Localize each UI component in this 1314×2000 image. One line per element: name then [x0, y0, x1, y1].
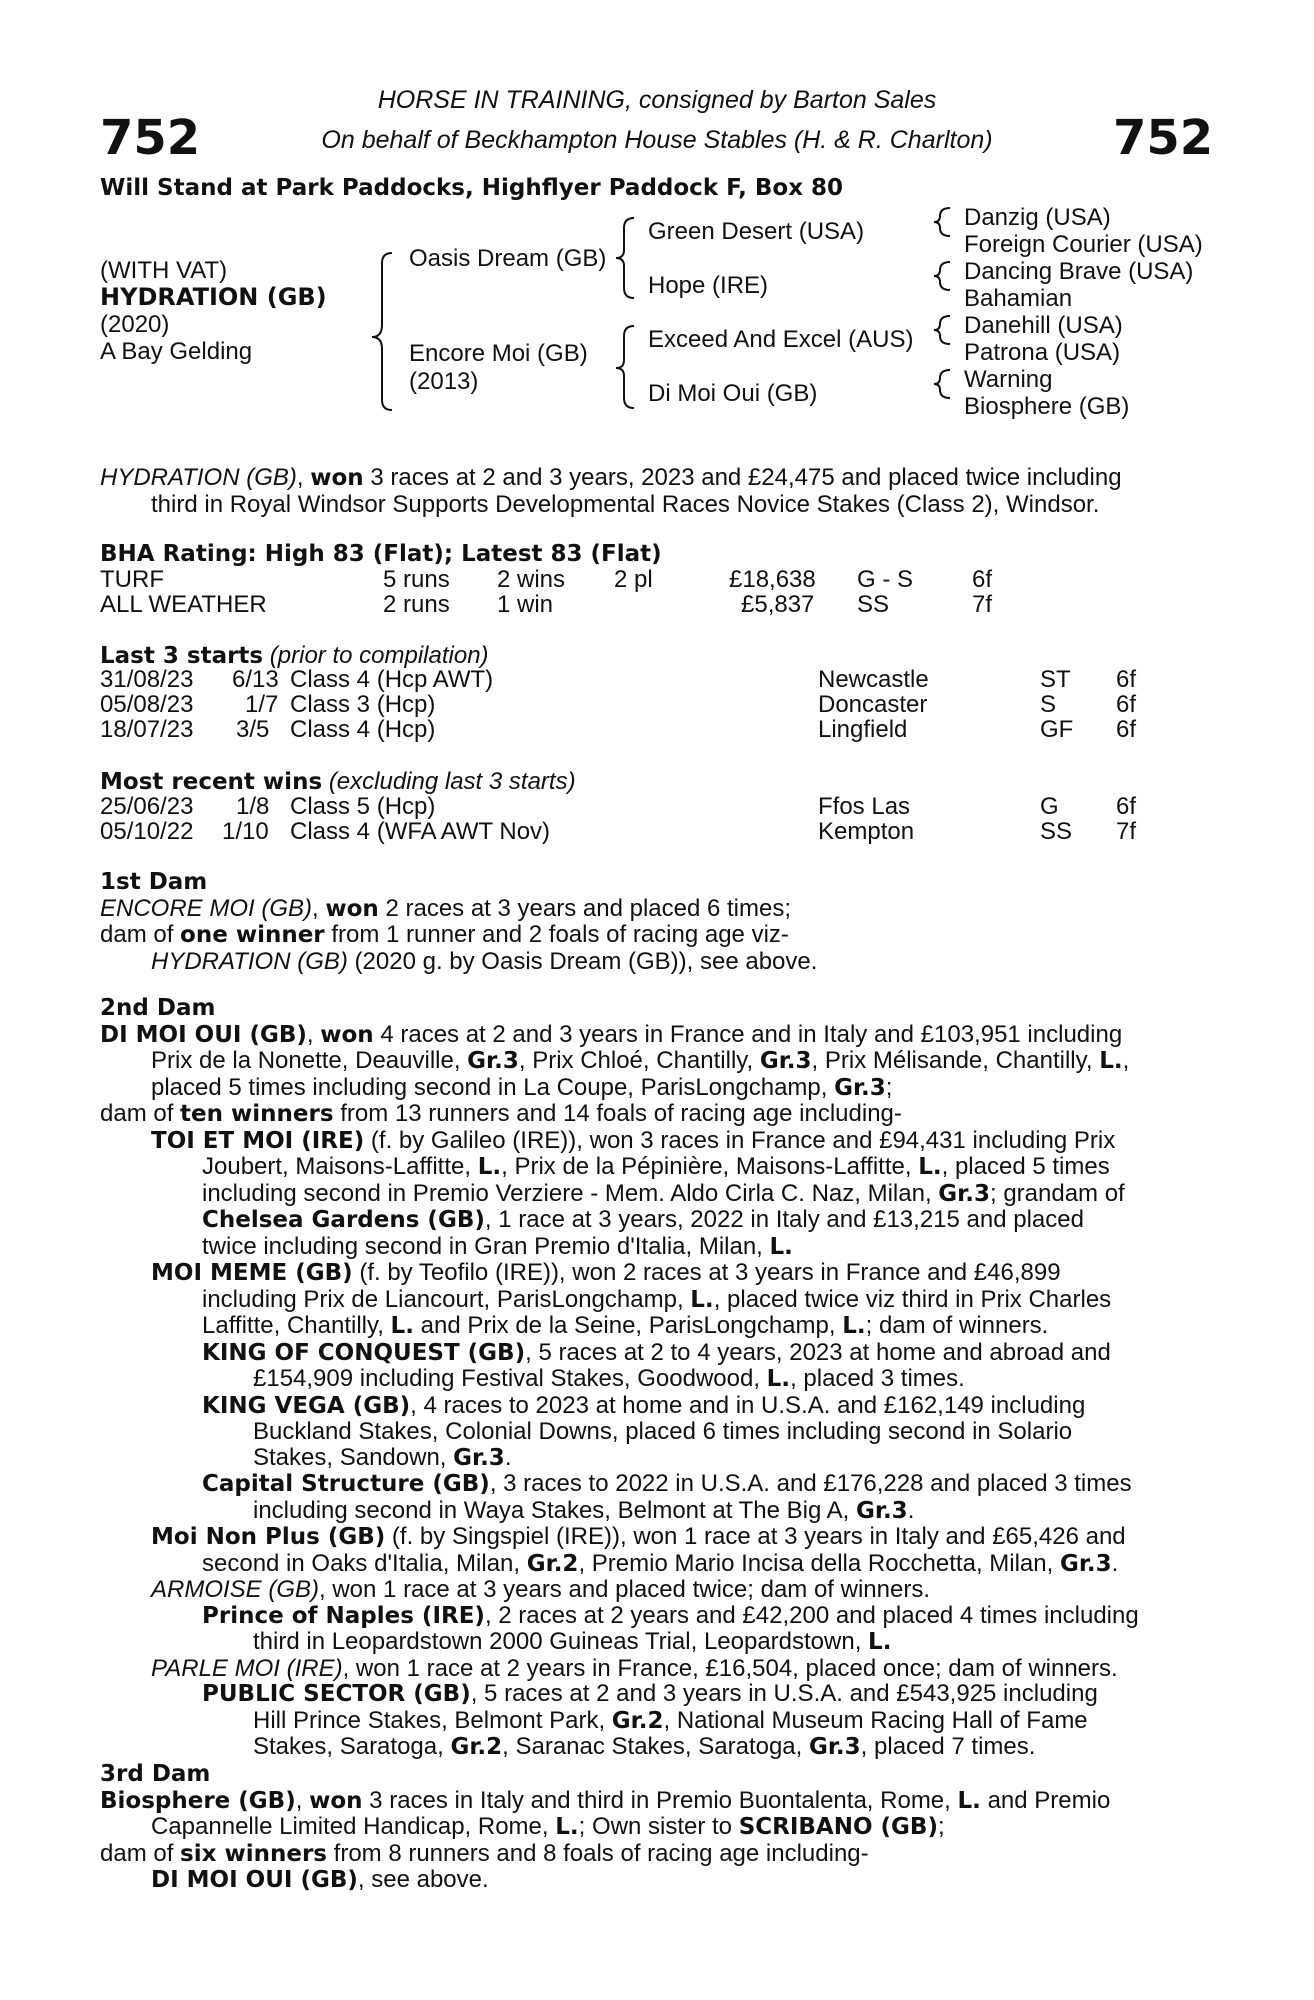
- win-position: 1/8: [236, 793, 270, 820]
- rating-distance: 6f: [972, 566, 993, 593]
- grade: Gr.3: [1059, 1550, 1112, 1577]
- sire-name: Oasis Dream (GB): [409, 245, 607, 272]
- second-dam-line: Buckland Stakes, Colonial Downs, placed 6 times including second in Solario: [253, 1418, 1073, 1445]
- second-dam-line: [100, 1234, 1240, 1261]
- text: placed 5 times including second in La Coupe, ParisLongchamp,: [151, 1073, 835, 1101]
- text: 3 races in Italy and third in Premio Buontalenta, Rome,: [362, 1786, 958, 1814]
- first-dam-line: [100, 922, 1240, 949]
- text: (f. by Teofilo (IRE)), won 2 races at 3 years in France and £46,899: [352, 1259, 1061, 1286]
- text: , 4 races to 2023 at home and in U.S.A. and £162,149 including: [410, 1391, 1086, 1419]
- text: including Prix de Liancourt, ParisLongchamp,: [202, 1285, 691, 1313]
- rating-wins: 1 win: [497, 591, 554, 618]
- run-course: Newcastle: [818, 666, 929, 693]
- dam-name: Encore Moi (GB): [409, 340, 588, 367]
- won-label: won: [320, 1021, 374, 1048]
- summary-line2: third in Royal Windsor Supports Developmental Races Novice Stakes (Class 2), Windsor.: [151, 490, 1100, 518]
- horse-name: HYDRATION (GB): [100, 283, 327, 311]
- win-race: Class 4 (WFA AWT Nov): [290, 818, 551, 845]
- text: Capannelle Limited Handicap, Rome,: [151, 1813, 556, 1840]
- grade: Gr.3: [856, 1497, 908, 1524]
- rating-prize: £5,837: [741, 591, 815, 618]
- grade: L.: [555, 1814, 579, 1840]
- text: (2020 g. by Oasis Dream (GB)), see above.: [347, 947, 818, 975]
- grade: Gr.3: [759, 1048, 812, 1074]
- second-dam-line: [100, 1181, 1240, 1208]
- rating-going: G - S: [857, 566, 914, 593]
- text: .: [504, 1443, 512, 1471]
- grade: Gr.2: [450, 1734, 503, 1760]
- second-dam-line: [100, 1313, 1240, 1340]
- text: , 2 races at 2 years and £42,200 and placed 4 times including: [484, 1601, 1139, 1629]
- grade: L.: [842, 1313, 866, 1339]
- summary-rest: 3 races at 2 and 3 years, 2023 and £24,475 and placed twice including: [363, 464, 1122, 491]
- second-dam-line: [100, 1048, 1240, 1075]
- recent-row: [100, 794, 1200, 820]
- win-going: SS: [1040, 818, 1073, 845]
- text: , 5 races at 2 to 4 years, 2023 at home and abroad and: [525, 1338, 1111, 1366]
- run-going: GF: [1040, 716, 1074, 743]
- race-summary: HYDRATION (GB), won 3 races at 2 and 3 years, 2023 and £24,475 and placed twice including third in Royal Windsor Supports Developmental Races Novice Stakes (Class 2), Windsor.: [100, 465, 1230, 517]
- rating-wins: 2 wins: [497, 566, 566, 593]
- win-course: Kempton: [818, 818, 915, 845]
- grade: L.: [690, 1286, 714, 1313]
- run-course: Doncaster: [818, 691, 928, 718]
- text: , placed twice viz third in Prix Charles: [713, 1285, 1112, 1313]
- third-dam-name: Biosphere (GB): [100, 1787, 296, 1814]
- second-dam-line: [100, 1577, 1240, 1603]
- text: and Prix de la Seine, ParisLongchamp,: [413, 1312, 843, 1339]
- won-label: won: [325, 895, 379, 922]
- text: , Prix Chloé, Chantilly,: [518, 1047, 760, 1074]
- text: , see above.: [357, 1866, 489, 1893]
- run-race: Class 4 (Hcp AWT): [290, 666, 494, 693]
- text: from 13 runners and 14 foals of racing age including-: [333, 1100, 902, 1127]
- second-dam-section: [100, 996, 1240, 1761]
- first-dam-line: [100, 896, 1240, 923]
- text: dam of: [100, 921, 181, 948]
- last3-row: [100, 717, 1200, 743]
- text: third in Leopardstown 2000 Guineas Trial, Leopardstown,: [253, 1628, 869, 1655]
- recent-heading: Most recent wins: [100, 769, 323, 795]
- run-position: 6/13: [232, 666, 279, 693]
- gen3-dsd: Patrona (USA): [964, 339, 1121, 366]
- first-dam-name: ENCORE MOI (GB): [100, 894, 313, 922]
- grade: Gr.3: [467, 1048, 519, 1074]
- grade: Gr.3: [938, 1180, 990, 1207]
- text: and Premio: [980, 1786, 1111, 1814]
- grade: L.: [868, 1629, 892, 1655]
- second-dam-line: [100, 1708, 1240, 1735]
- progeny-name: Capital Structure (GB): [202, 1471, 490, 1497]
- text: Stakes, Sandown,: [253, 1443, 454, 1471]
- text: ;: [937, 1813, 945, 1840]
- text: , National Museum Racing Hall of Fame: [663, 1706, 1088, 1734]
- winners-count: one winner: [180, 922, 325, 948]
- recent-heading-line: [100, 768, 576, 796]
- run-distance: 6f: [1116, 716, 1137, 743]
- gen3-dss: Danehill (USA): [964, 312, 1123, 339]
- last3-row: [100, 692, 1200, 718]
- recent-note: (excluding last 3 starts): [328, 768, 576, 795]
- lot-number-right: 752: [1113, 110, 1214, 166]
- grade: L.: [390, 1313, 414, 1339]
- run-going: ST: [1040, 666, 1071, 693]
- brace-dam: [616, 326, 634, 408]
- second-dam-line: [100, 1101, 1240, 1128]
- run-distance: 6f: [1116, 691, 1137, 718]
- progeny-name: Moi Non Plus (GB): [151, 1524, 386, 1550]
- second-dam-line: [100, 1445, 1240, 1472]
- progeny-name: Chelsea Gardens (GB): [202, 1207, 485, 1233]
- dam-year: (2013): [409, 368, 479, 395]
- second-dam-line: [100, 1260, 1240, 1287]
- text: , Prix Mélisande, Chantilly,: [811, 1047, 1100, 1074]
- brace-dd: [934, 370, 950, 398]
- brace-sire: [616, 218, 634, 298]
- text: Prix de la Nonette, Deauville,: [151, 1047, 468, 1074]
- text: ; Own sister to: [578, 1813, 739, 1840]
- gen3-ssd: Foreign Courier (USA): [964, 231, 1203, 258]
- run-going: S: [1040, 691, 1057, 718]
- sire-sire: Green Desert (USA): [648, 218, 865, 245]
- grade: L.: [766, 1366, 791, 1392]
- third-dam-line: [100, 1841, 1240, 1868]
- second-dam-heading: 2nd Dam: [100, 995, 216, 1021]
- text: , placed 7 times.: [860, 1733, 1036, 1760]
- third-dam-section: [100, 1762, 1240, 1894]
- text: , 5 races at 2 and 3 years in U.S.A. and £543,925 including: [470, 1680, 1098, 1707]
- consignment-line: HORSE IN TRAINING, consigned by Barton Sales: [377, 86, 937, 114]
- dam-sire: Exceed And Excel (AUS): [648, 326, 914, 353]
- grade: Gr.2: [611, 1707, 664, 1734]
- text: , placed 5 times: [941, 1153, 1110, 1180]
- vat-status: (WITH VAT): [100, 257, 228, 284]
- rating-surface: ALL WEATHER: [100, 591, 267, 618]
- win-date: 05/10/22: [100, 818, 194, 845]
- text: 4 races at 2 and 3 years in France and in Italy and £103,951 including: [373, 1020, 1123, 1048]
- text: ,: [295, 1786, 310, 1814]
- run-position: 1/7: [245, 691, 279, 718]
- text: Stakes, Saratoga,: [253, 1733, 451, 1760]
- rating-row: [100, 592, 1200, 618]
- win-race: Class 5 (Hcp): [290, 793, 436, 820]
- text: , placed 3 times.: [790, 1365, 965, 1392]
- text: ; dam of winners.: [865, 1312, 1049, 1339]
- text: Joubert, Maisons-Laffitte,: [202, 1153, 478, 1180]
- text: from 8 runners and 8 foals of racing age including-: [326, 1839, 869, 1867]
- text: , 3 races to 2022 in U.S.A. and £176,228 and placed 3 times: [489, 1470, 1132, 1497]
- win-position: 1/10: [222, 818, 269, 845]
- sire-dam: Hope (IRE): [648, 272, 769, 299]
- grade: L.: [769, 1233, 793, 1260]
- third-dam-line: [100, 1788, 1240, 1815]
- run-date: 18/07/23: [100, 716, 194, 743]
- grade: Gr.2: [526, 1550, 579, 1577]
- progeny-name: ARMOISE (GB): [151, 1576, 320, 1603]
- first-dam-line: [100, 949, 1240, 975]
- second-dam-line: [100, 1340, 1240, 1367]
- second-dam-line: [100, 1154, 1240, 1181]
- run-course: Lingfield: [818, 716, 908, 743]
- win-course: Ffos Las: [818, 793, 911, 820]
- recent-row: [100, 819, 1200, 845]
- won-label: won: [309, 1787, 363, 1814]
- second-dam-line: [100, 1524, 1240, 1551]
- rating-runs: 2 runs: [383, 591, 450, 618]
- winners-count: ten winners: [180, 1101, 334, 1127]
- run-position: 3/5: [236, 716, 270, 743]
- last3-heading: Last 3 starts: [100, 643, 264, 669]
- second-dam-line: [100, 1498, 1240, 1525]
- second-dam-line: [100, 1681, 1240, 1708]
- grade: L.: [918, 1154, 942, 1180]
- grade: Gr.3: [808, 1734, 861, 1760]
- run-date: 31/08/23: [100, 666, 194, 693]
- text: from 1 runner and 2 foals of racing age viz-: [324, 921, 789, 948]
- text: , Premio Mario Incisa della Rocchetta, Milan,: [578, 1549, 1060, 1577]
- second-dam-line: [100, 1551, 1240, 1578]
- brace-ss: [934, 208, 950, 236]
- last3-row: [100, 667, 1200, 693]
- text: 2 races at 3 years and placed 6 times;: [378, 894, 792, 922]
- rating-placed: 2 pl: [614, 566, 653, 593]
- text: second in Oaks d'Italia, Milan,: [202, 1549, 527, 1577]
- brace-ds: [934, 316, 950, 344]
- progeny-name: KING OF CONQUEST (GB): [202, 1339, 526, 1366]
- rating-surface: TURF: [100, 566, 164, 593]
- run-date: 05/08/23: [100, 691, 194, 718]
- text: dam of: [100, 1100, 181, 1127]
- win-distance: 6f: [1116, 793, 1137, 820]
- summary-won: won: [310, 465, 364, 491]
- text: ; grandam of: [989, 1179, 1125, 1207]
- rating-prize: £18,638: [729, 566, 816, 593]
- progeny-name: Prince of Naples (IRE): [202, 1602, 485, 1629]
- second-dam-line: [100, 1471, 1240, 1498]
- second-dam-line: [100, 1629, 1240, 1656]
- text: , Saranac Stakes, Saratoga,: [502, 1733, 809, 1760]
- second-dam-line: [100, 1366, 1240, 1393]
- consignor-line: On behalf of Beckhampton House Stables (H. & R. Charlton): [321, 126, 993, 154]
- horse-description: A Bay Gelding: [100, 338, 253, 365]
- second-dam-line: [100, 1393, 1240, 1420]
- brace-sd: [934, 262, 950, 290]
- text: ,: [312, 894, 326, 922]
- text: including second in Waya Stakes, Belmont at The Big A,: [253, 1496, 856, 1524]
- text: ,: [1122, 1047, 1130, 1074]
- text: including second in Premio Verziere - Mem. Aldo Cirla C. Naz, Milan,: [202, 1179, 939, 1207]
- run-distance: 6f: [1116, 666, 1137, 693]
- stand-location: Will Stand at Park Paddocks, Highflyer Paddock F, Box 80: [100, 175, 844, 201]
- sibling-name: SCRIBANO (GB): [738, 1814, 938, 1840]
- third-dam-line: [100, 1867, 1240, 1894]
- second-dam-line: [100, 1022, 1240, 1049]
- gen3-sds: Dancing Brave (USA): [964, 258, 1194, 285]
- first-dam-heading: 1st Dam: [100, 869, 208, 895]
- grade: Gr.3: [453, 1444, 505, 1471]
- text: (f. by Galileo (IRE)), won 3 races in France and £94,431 including Prix: [364, 1126, 1116, 1154]
- text: , won 1 race at 2 years in France, £16,504, placed once; dam of winners.: [342, 1654, 1118, 1682]
- gen3-dds: Warning: [964, 366, 1053, 393]
- text: ;: [885, 1073, 893, 1101]
- text: ,: [306, 1020, 321, 1048]
- third-dam-line: [100, 1814, 1240, 1841]
- summary-horse: HYDRATION (GB): [100, 464, 297, 491]
- gen3-ddd: Biosphere (GB): [964, 393, 1130, 420]
- second-dam-line: [100, 1287, 1240, 1314]
- text: .: [907, 1496, 915, 1524]
- run-race: Class 3 (Hcp): [290, 691, 436, 718]
- text: , won 1 race at 3 years and placed twice; dam of winners.: [319, 1576, 930, 1603]
- text: £154,909 including Festival Stakes, Goodwood,: [253, 1365, 767, 1392]
- win-going: G: [1040, 793, 1059, 820]
- horse-year: (2020): [100, 311, 170, 338]
- text: twice including second in Gran Premio d'Italia, Milan,: [202, 1232, 770, 1260]
- progeny-name: MOI MEME (GB): [151, 1260, 353, 1286]
- second-dam-line: [100, 1128, 1240, 1155]
- text: (f. by Singspiel (IRE)), won 1 race at 3 years in Italy and £65,426 and: [385, 1523, 1126, 1550]
- rating-going: SS: [857, 591, 890, 618]
- gen3-sdd: Bahamian: [964, 285, 1073, 312]
- second-dam-line: [100, 1075, 1240, 1102]
- run-race: Class 4 (Hcp): [290, 716, 436, 743]
- lot-number-left: 752: [100, 110, 201, 166]
- win-date: 25/06/23: [100, 793, 194, 820]
- third-dam-heading: 3rd Dam: [100, 1761, 211, 1787]
- progeny-name: PARLE MOI (IRE): [151, 1654, 343, 1682]
- grade: L.: [1099, 1048, 1123, 1074]
- gen3-sss: Danzig (USA): [964, 204, 1111, 231]
- second-dam-name: DI MOI OUI (GB): [100, 1021, 307, 1048]
- text: .: [1111, 1549, 1119, 1577]
- last3-note: (prior to compilation): [269, 642, 489, 669]
- dam-dam: Di Moi Oui (GB): [648, 380, 818, 407]
- rating-heading: BHA Rating: High 83 (Flat); Latest 83 (Flat): [100, 541, 662, 567]
- progeny-name: HYDRATION (GB): [151, 947, 348, 975]
- rating-row: [100, 567, 1200, 593]
- text: Hill Prince Stakes, Belmont Park,: [253, 1706, 612, 1734]
- brace-gen1: [372, 253, 392, 410]
- rating-distance: 7f: [972, 591, 993, 618]
- progeny-name: PUBLIC SECTOR (GB): [202, 1681, 471, 1707]
- second-dam-line: [100, 1207, 1240, 1234]
- winners-count: six winners: [180, 1840, 327, 1867]
- text: , Prix de la Pépinière, Maisons-Laffitte,: [501, 1153, 919, 1180]
- progeny-name: DI MOI OUI (GB): [151, 1867, 358, 1893]
- second-dam-line: [100, 1603, 1240, 1630]
- win-distance: 7f: [1116, 818, 1137, 845]
- text: dam of: [100, 1839, 181, 1867]
- first-dam-section: [100, 870, 1240, 974]
- grade: L.: [957, 1787, 981, 1814]
- second-dam-line: [100, 1734, 1240, 1761]
- rating-runs: 5 runs: [383, 566, 450, 593]
- text: Laffitte, Chantilly,: [202, 1312, 391, 1339]
- second-dam-line: [100, 1656, 1240, 1682]
- progeny-name: TOI ET MOI (IRE): [151, 1127, 365, 1154]
- grade: L.: [477, 1154, 502, 1180]
- grade: Gr.3: [834, 1074, 886, 1101]
- text: , 1 race at 3 years, 2022 in Italy and £13,215 and placed: [484, 1206, 1084, 1233]
- progeny-name: KING VEGA (GB): [202, 1392, 411, 1419]
